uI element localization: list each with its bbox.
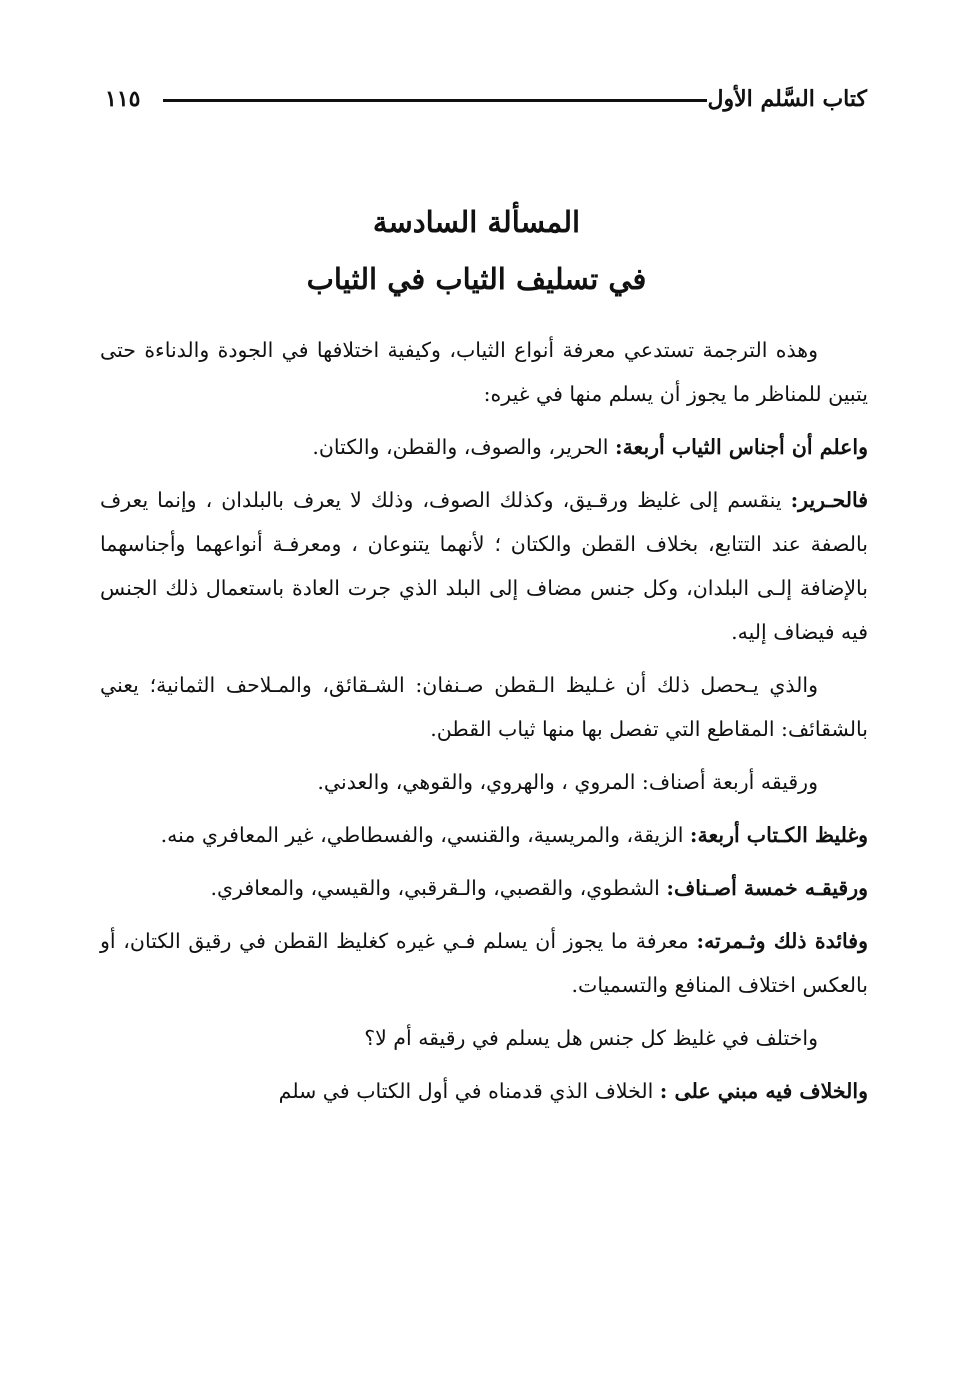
paragraph-fabric-types [100,425,868,469]
paragraph-text: والذي يـحصل ذلك أن غـليظ الـقطن صـنفان: الشـقائق، والمـلاحف الثمانية؛ يعني بالشقائف: المقاطع التي تفصل بها منها ثياب القطن. [100,673,868,741]
paragraph-text: ينقسم إلى غليظ ورقـيق، وكذلك الصوف، وذلك لا يعرف بالبلدان ، وإنما يعرف بالصفة عند التتابع، بخلاف القطن والكتان ؛ لأنهما يتنوعان ، ومعرفـة أنواعهما وأجناسهما بالإضافة إلـى البلدان، وكل جنس مضاف إلى البلد الذي جرت العادة باستعمال ذلك الجنس فيه فيضاف إليه. [100,488,868,644]
paragraph-benefit [100,919,868,1007]
paragraph-text: واختلف في غليظ كل جنس هل يسلم في رقيقه أم لا؟ [364,1026,818,1050]
paragraph-lead: واعلم أن أجناس الثياب أربعة: [615,435,868,459]
paragraph-fine-linen [100,866,868,910]
paragraph-intro [100,328,868,416]
paragraph-coarse-linen [100,813,868,857]
paragraph-basis [100,1069,868,1113]
paragraph-coarse-cotton [100,663,868,751]
paragraph-lead: فالحـرير: [790,488,868,512]
paragraph-text: معرفة ما يجوز أن يسلم فـي غيره كغليظ القطن في رقيق الكتان، أو بالعكس اختلاف المنافع والتسميات. [100,929,868,997]
section-title: المسألة السادسة [372,205,581,239]
book-title: كتاب السَّلم الأول [707,86,867,112]
paragraph-text: الحرير، والصوف، والقطن، والكتان. [312,435,615,459]
paragraph-disagreement [100,1016,868,1060]
header-rule [163,99,707,102]
paragraph-lead: وغليظ الكـتاب أربعة: [689,823,868,847]
paragraph-text: وهذه الترجمة تستدعي معرفة أنواع الثياب، وكيفية اختلافها في الجودة والدناءة حتى يتبين للمناظر ما يجوز أن يسلم منها في غيره: [100,338,868,406]
paragraph-silk [100,478,868,654]
paragraph-text: الشطوي، والقصبي، والـقرقبي، والقيسي، والمعافري. [210,876,667,900]
running-header [105,86,867,120]
paragraph-text: ورقيقه أربعة أصناف: المروي ، والهروي، والقوهي، والعدني. [317,770,818,794]
page-number: ١١٥ [105,86,141,112]
body-text [100,328,868,1122]
paragraph-lead: ورقيقـه خمسة أصـناف: [666,876,868,900]
paragraph-text: الخلاف الذي قدمناه في أول الكتاب في سلم [278,1079,660,1103]
section-subtitle: في تسليف الثياب في الثياب [306,262,647,296]
paragraph-fine-cotton [100,760,868,804]
paragraph-text: الزيقة، والمريسية، والقنسي، والفسطاطي، غير المعافري منه. [160,823,690,847]
paragraph-lead: وفائدة ذلك وثـمرته: [696,929,868,953]
paragraph-lead: والخلاف فيه مبني على : [659,1079,868,1103]
